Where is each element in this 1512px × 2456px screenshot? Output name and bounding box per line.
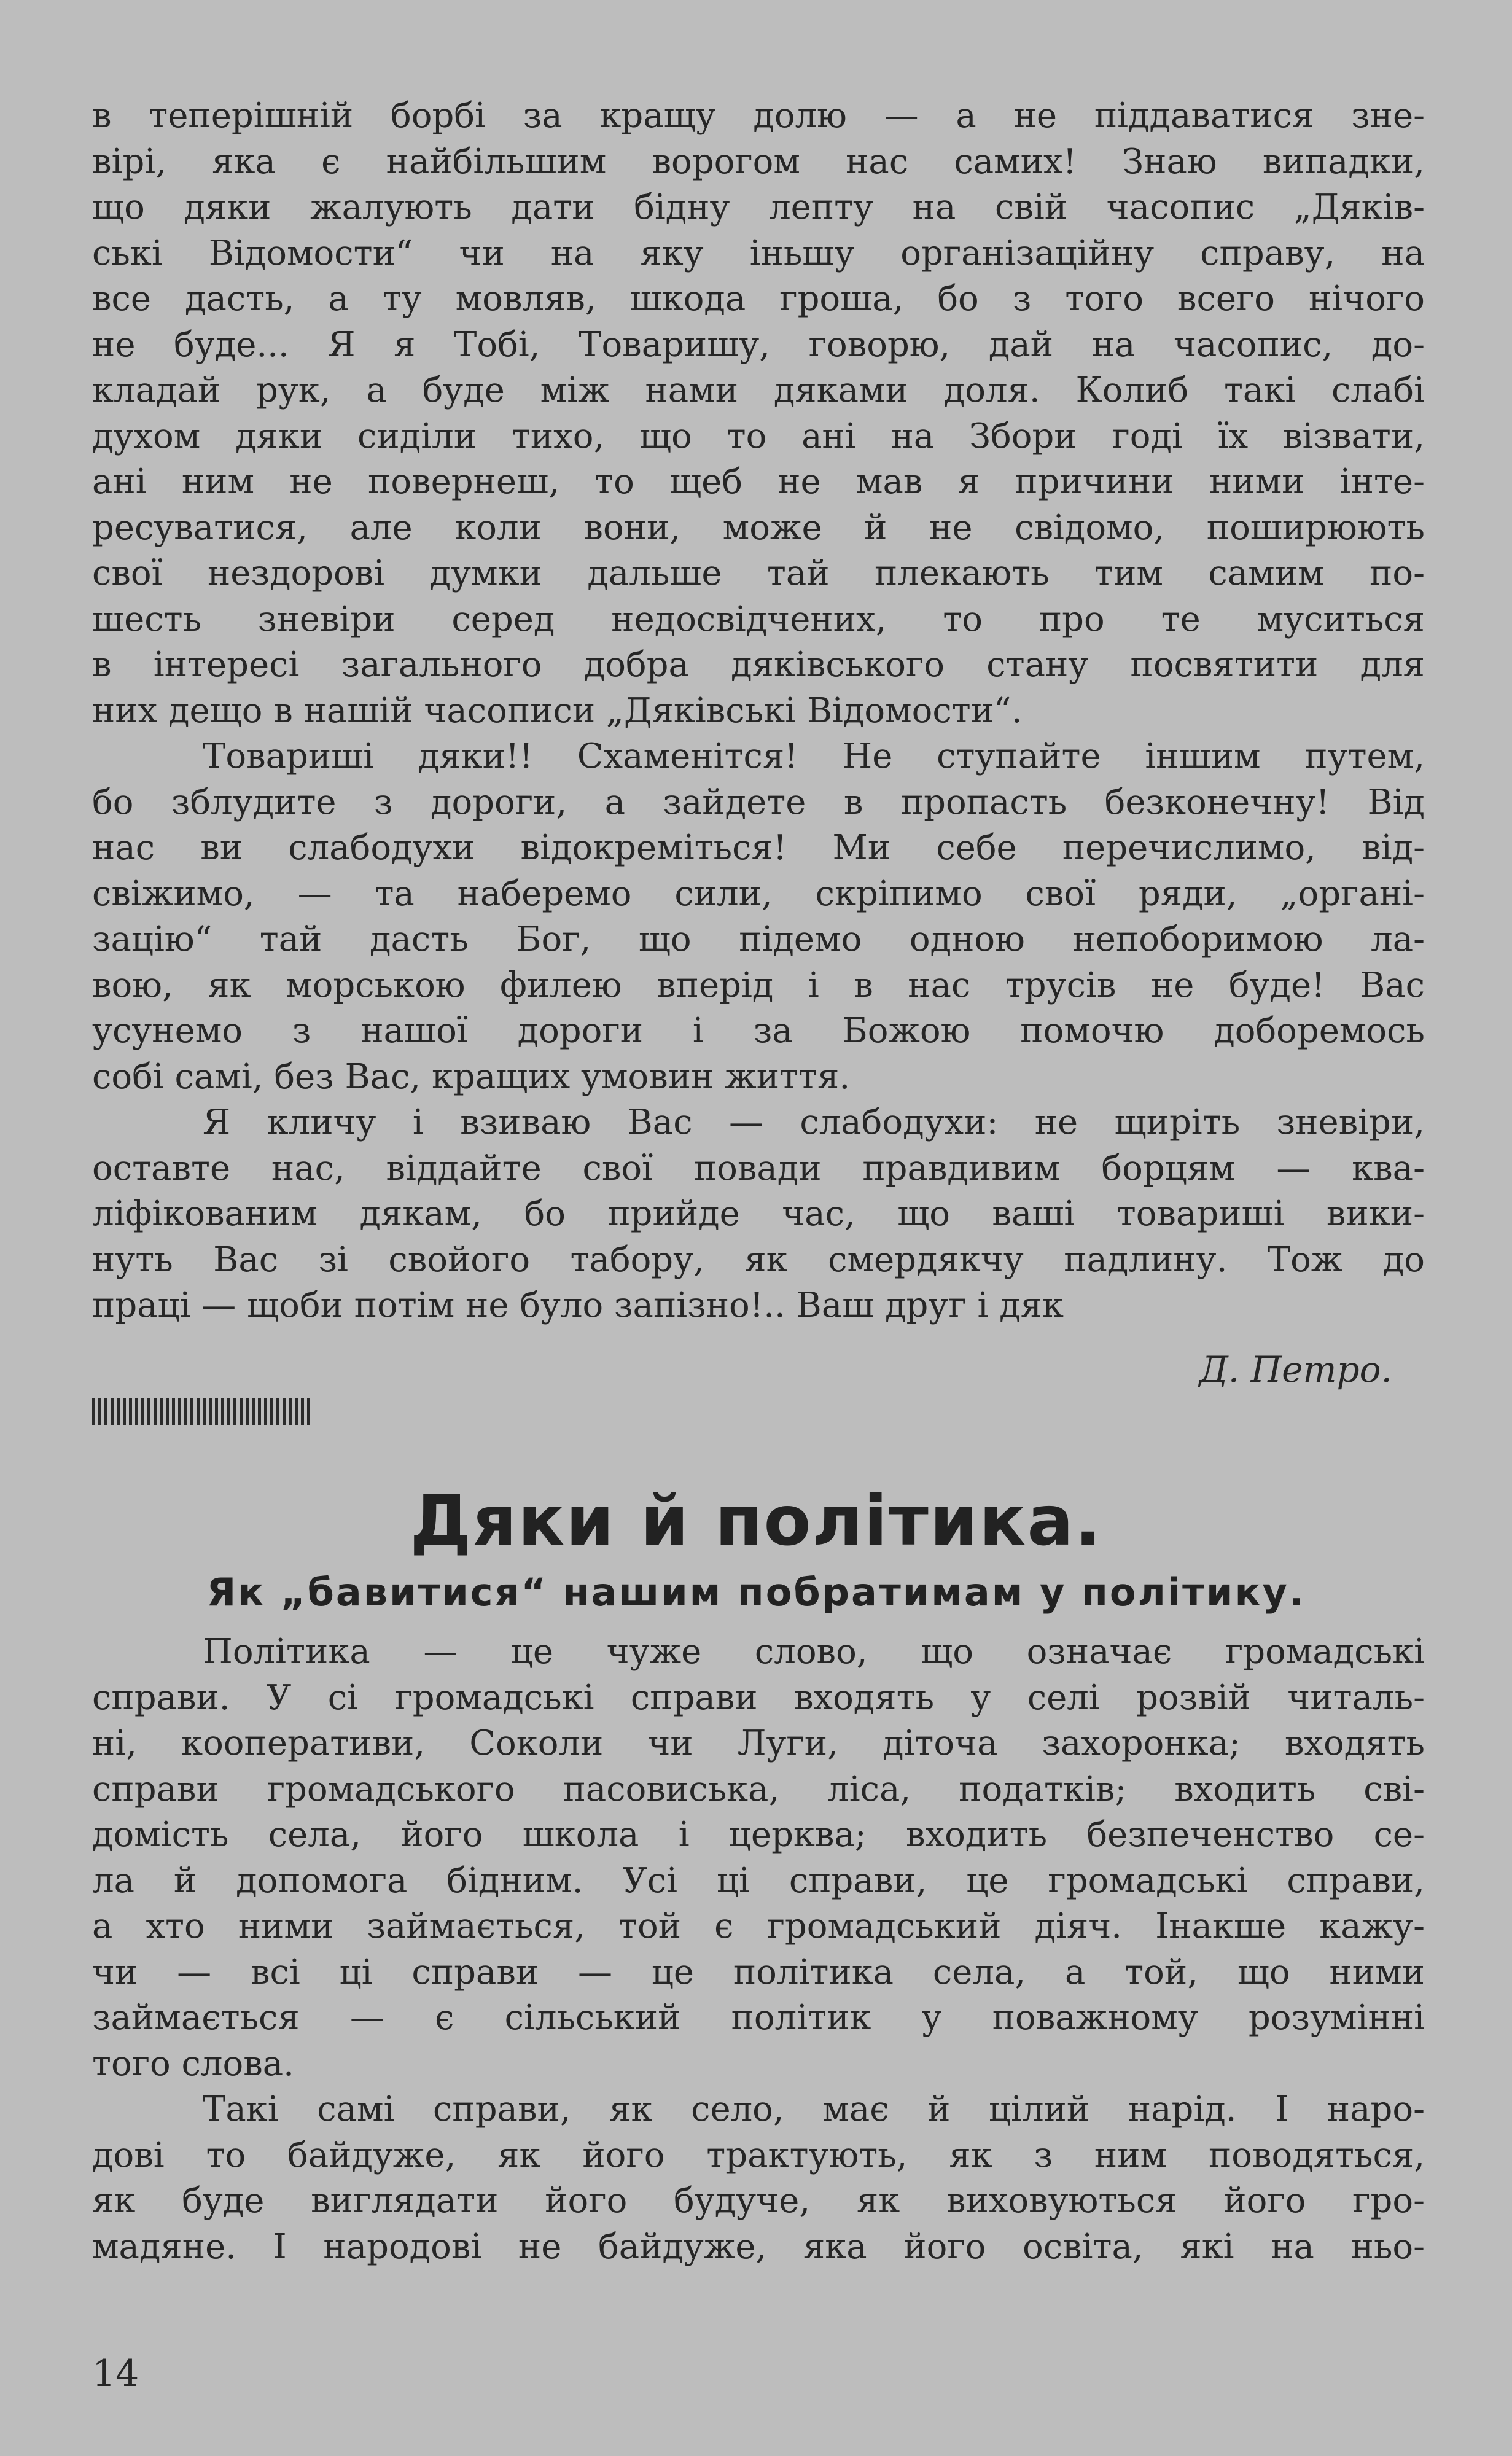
text-line: Я кличу і взиваю Вас — слабодухи: не щиріть зневіри,	[203, 1102, 1425, 1142]
text-line: справи. У сі громадські справи входять у селі розвій читаль-	[92, 1677, 1425, 1718]
text-line: ресуватися, але коли вони, може й не свідомо, поширюють	[92, 507, 1425, 548]
text-line: ські Відомости“ чи на яку іньшу організаційну справу, на	[92, 233, 1425, 273]
text-line: як буде виглядати його будуче, як виховуються його гро-	[92, 2181, 1425, 2221]
text-line: того слова.	[92, 2043, 294, 2084]
text-line: ані ним не повернеш, то щеб не мав я причини ними інте-	[92, 462, 1425, 502]
text-line: в теперішній борбі за кращу долю — а не піддаватися зне-	[92, 96, 1425, 136]
text-line: Товариші дяки!! Схаменітся! Не ступайте іншим путем,	[203, 736, 1425, 776]
text-line: вою, як морською филею вперід і в нас трусів не буде! Вас	[92, 965, 1425, 1005]
page-number: 14	[92, 2352, 139, 2395]
text-line: бо зблудите з дороги, а зайдете в пропасть безконечну! Від	[92, 782, 1425, 822]
previous-article-text	[92, 93, 1425, 1329]
text-line: них дещо в нашій часописи „Дяківські Відомости“.	[92, 690, 1023, 731]
article-title: Дяки й політика.	[410, 1481, 1102, 1561]
text-line: ла й допомога бідним. Усі ці справи, це громадські справи,	[92, 1860, 1425, 1901]
text-line: духом дяки сиділи тихо, що то ані на Збори годі їх візвати,	[92, 416, 1425, 456]
text-line: а хто ними займається, той є громадський діяч. Інакше кажу-	[92, 1906, 1425, 1946]
author-signature: Д. Петро.	[1199, 1349, 1392, 1390]
text-line: що дяки жалують дати бідну лепту на свій часопис „Дяків-	[92, 187, 1425, 227]
text-line: домість села, його школа і церква; входить безпеченство се-	[92, 1815, 1425, 1855]
text-line: праці — щоби потім не було запізно!.. Ваш друг і дяк	[92, 1285, 1064, 1325]
text-line: все дасть, а ту мовляв, шкода гроша, бо з того всего нічого	[92, 279, 1425, 319]
section-divider	[92, 1398, 313, 1425]
text-line: Такі самі справи, як село, має й цілий нарід. І наро-	[203, 2089, 1425, 2129]
text-line: ні, кооперативи, Соколи чи Луги, діточа захоронка; входять	[92, 1723, 1425, 1763]
text-line: вірі, яка є найбільшим ворогом нас самих! Знаю випадки,	[92, 141, 1425, 182]
text-line: шесть зневіри серед недосвідчених, то про те муситься	[92, 599, 1425, 639]
text-line: Політика — це чуже слово, що означає громадські	[203, 1632, 1425, 1672]
text-line: ліфікованим дякам, бо прийде час, що ваші товариші вики-	[92, 1194, 1425, 1234]
text-line: оставте нас, віддайте свої повади правдивим борцям — ква-	[92, 1148, 1425, 1188]
article-body	[92, 1629, 1425, 2270]
article-subtitle: Як „бавитися“ нашим побратимам у політику.	[206, 1570, 1306, 1615]
text-line: займається — є сільський політик у поважному розумінні	[92, 1998, 1425, 2038]
text-line: нас ви слабодухи відокреміться! Ми себе перечислимо, від-	[92, 828, 1425, 868]
text-line: собі самі, без Вас, кращих умовин життя.	[92, 1056, 851, 1097]
text-line: дові то байдуже, як його трактують, як з ним поводяться,	[92, 2135, 1425, 2175]
text-line: в інтересі загального добра дяківського стану посвятити для	[92, 645, 1425, 685]
text-line: кладай рук, а буде між нами дяками доля. Колиб такі слабі	[92, 370, 1425, 410]
text-line: не буде... Я я Тобі, Товаришу, говорю, дай на часопис, до-	[92, 324, 1425, 365]
text-line: чи — всі ці справи — це політика села, а той, що ними	[92, 1952, 1425, 1992]
text-line: зацію“ тай дасть Бог, що підемо одною непоборимою ла-	[92, 919, 1425, 959]
text-line: мадяне. І народові не байдуже, яка його освіта, які на ньо-	[92, 2226, 1425, 2267]
text-line: нуть Вас зі свойого табору, як смердякчу падлину. Тож до	[92, 1239, 1425, 1280]
text-line: свої нездорові думки дальше тай плекають тим самим по-	[92, 553, 1425, 593]
text-line: свіжимо, — та наберемо сили, скріпимо свої ряди, „органі-	[92, 873, 1425, 914]
text-line: усунемо з нашої дороги і за Божою помочю доборемось	[92, 1011, 1425, 1051]
text-line: справи громадського пасовиська, ліса, податків; входить сві-	[92, 1769, 1425, 1809]
